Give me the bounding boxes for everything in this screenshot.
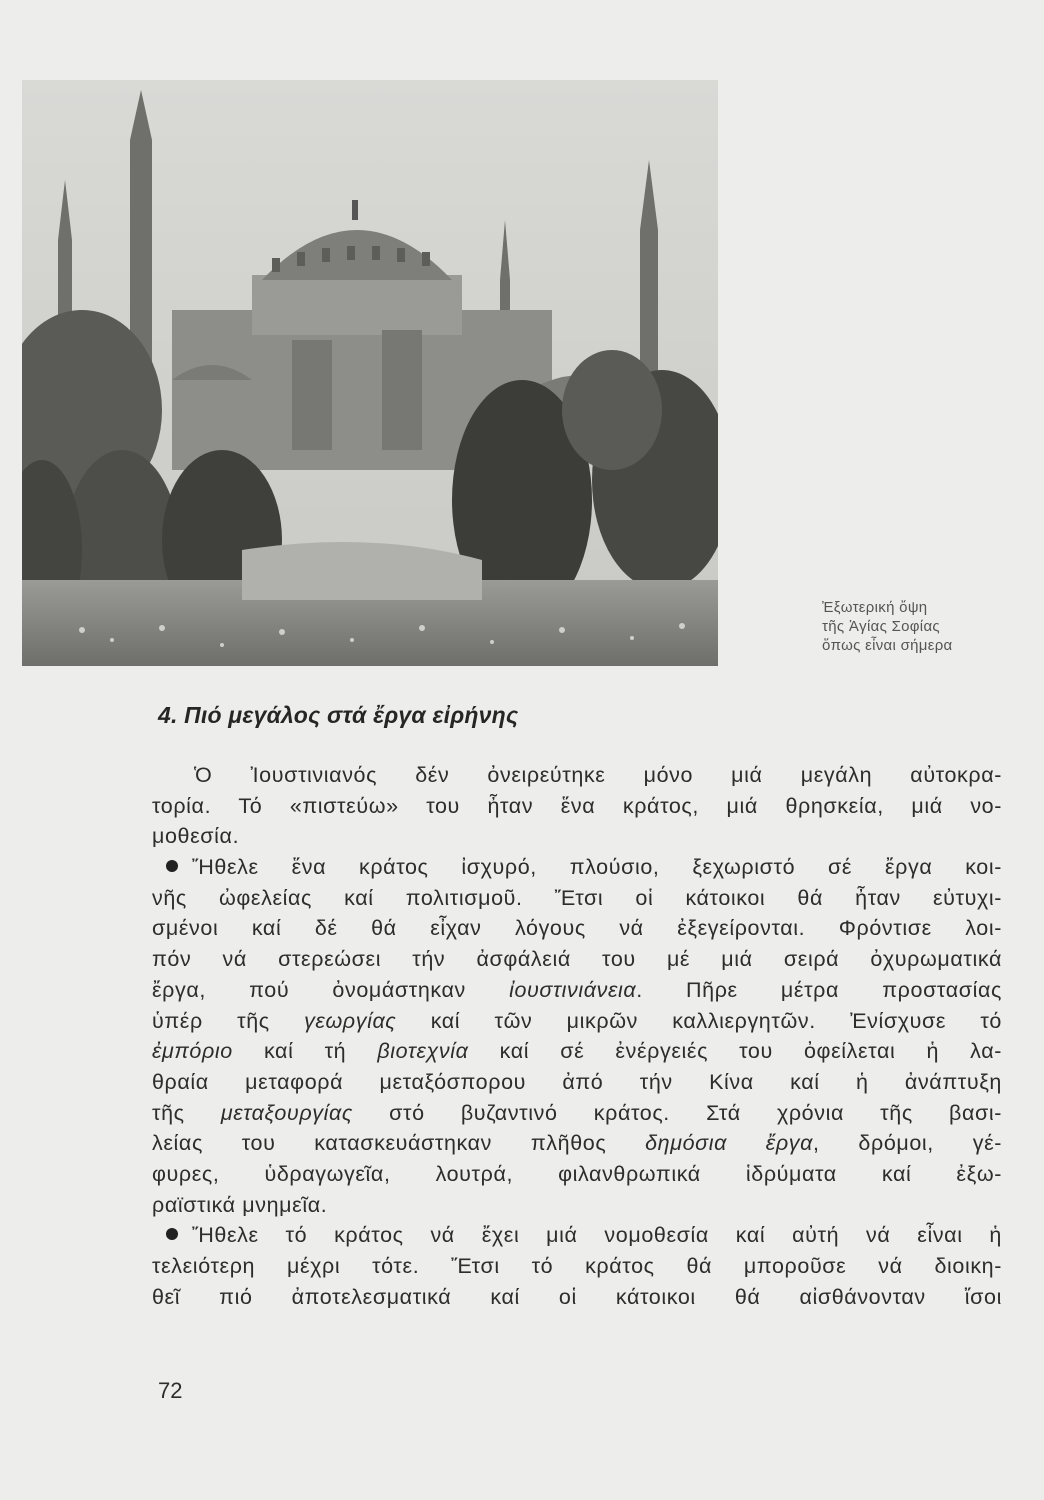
text-span: Ἤθελε ἕνα κράτος ἰσχυρό, πλούσιο, ξεχωριστό σέ ἔργα κοι-: [192, 855, 1002, 880]
body-text: [152, 760, 1002, 1312]
bullet-icon: [166, 1228, 178, 1240]
text-line: τορία. Τό «πιστεύω» του ἦταν ἕνα κράτος, μιά θρησκεία, μιά νο-: [152, 793, 1002, 818]
text-span: ὑπέρ τῆς: [152, 1008, 305, 1033]
hagia-sophia-illustration: [22, 80, 718, 666]
text-line: [152, 1006, 1002, 1037]
hagia-sophia-photo: [22, 80, 718, 666]
text-span: τῆς: [152, 1100, 221, 1125]
text-line: θεῖ πιό ἀποτελεσματικά καί οἱ κάτοικοι θά αἰσθάνονταν ἴσοι: [152, 1284, 1002, 1309]
text-line: μοθεσία.: [152, 824, 240, 849]
text-line: [152, 1036, 1002, 1067]
text-span: στό βυζαντινό κράτος. Στά χρόνια τῆς βασι-: [352, 1100, 1003, 1125]
italic-term: ἐμπόριο: [152, 1039, 233, 1064]
text-span: ἔργα, πού ὀνομάστηκαν: [152, 977, 510, 1002]
text-span: , δρόμοι, γέ-: [813, 1131, 1003, 1156]
text-line: θραία μεταφορά μεταξόσπορου ἀπό τήν Κίνα καί ἡ ἀνάπτυξη: [152, 1069, 1002, 1094]
text-line: [152, 1220, 1002, 1251]
text-line: [152, 1128, 1002, 1159]
text-span: Ἤθελε τό κράτος νά ἔχει μιά νομοθεσία καί αὐτή νά εἶναι ἡ: [192, 1223, 1002, 1248]
text-span: καί τή: [232, 1039, 378, 1064]
text-span: καί σέ ἐνέργειές του ὀφείλεται ἡ λα-: [468, 1039, 1002, 1064]
italic-term: δημόσια ἔργα: [645, 1131, 813, 1156]
caption-line: Ἐξωτερική ὄψη: [822, 599, 928, 616]
bullet-icon: [166, 860, 178, 872]
text-line: [152, 975, 1002, 1006]
text-line: τελειότερη μέχρι τότε. Ἔτσι τό κράτος θά μποροῦσε νά διοικη-: [152, 1254, 1002, 1278]
text-span: . Πῆρε μέτρα προστασίας: [636, 977, 1002, 1002]
text-line: ραϊστικά μνημεῖα.: [152, 1192, 328, 1217]
text-span: λείας του κατασκευάστηκαν πλῆθος: [152, 1131, 646, 1156]
text-line: φυρες, ὑδραγωγεῖα, λουτρά, φιλανθρωπικά ἱδρύματα καί ἐξω-: [152, 1161, 1002, 1186]
caption-line: ὅπως εἶναι σήμερα: [822, 637, 953, 654]
italic-term: μεταξουργίας: [220, 1100, 353, 1125]
text-line: [152, 1098, 1002, 1129]
text-line: πόν νά στερεώσει τήν ἀσφάλειά του μέ μιά σειρά ὀχυρωματικά: [152, 947, 1002, 972]
italic-term: βιοτεχνία: [377, 1039, 469, 1064]
photo-caption: [822, 598, 1032, 655]
italic-term: ἰουστινιάνεια: [509, 977, 637, 1002]
text-line: [152, 852, 1002, 883]
section-heading: 4. Πιό μεγάλος στά ἔργα εἰρήνης: [158, 702, 519, 728]
text-line: σμένοι καί δέ θά εἶχαν λόγους νά ἐξεγείρονται. Φρόντισε λοι-: [152, 916, 1002, 941]
italic-term: γεωργίας: [304, 1008, 397, 1033]
text-line: νῆς ὠφελείας καί πολιτισμοῦ. Ἔτσι οἱ κάτοικοι θά ἦταν εὐτυχι-: [152, 885, 1002, 910]
text-line: Ὁ Ἰουστινιανός δέν ὀνειρεύτηκε μόνο μιά μεγάλη αὐτοκρα-: [194, 763, 1002, 787]
page-number: 72: [158, 1378, 183, 1403]
text-span: καί τῶν μικρῶν καλλιεργητῶν. Ἐνίσχυσε τό: [396, 1008, 1002, 1033]
caption-line: τῆς Ἁγίας Σοφίας: [822, 618, 940, 635]
